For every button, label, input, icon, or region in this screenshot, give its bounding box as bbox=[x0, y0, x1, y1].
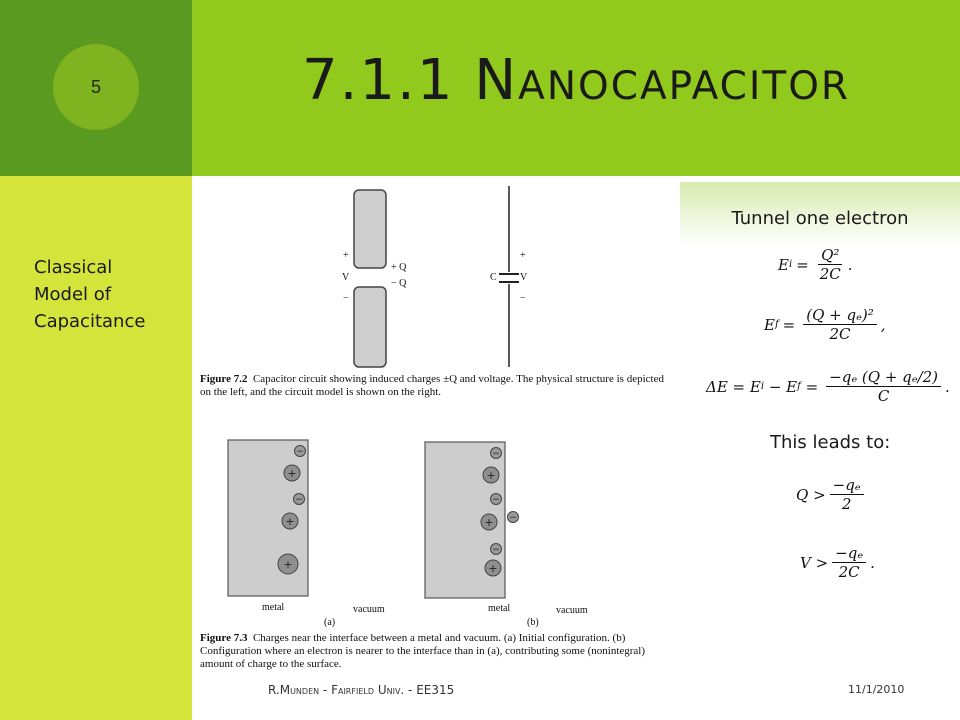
equation-final-energy bbox=[764, 306, 886, 343]
eq-v-num: −qₑ bbox=[832, 544, 866, 563]
eq-de-eq: = bbox=[800, 377, 819, 396]
label-plus-left: + bbox=[343, 250, 349, 261]
capacitor-top-plate bbox=[354, 190, 386, 268]
eq-ef-num: (Q + qₑ)² bbox=[803, 306, 877, 325]
figure-7-3-caption bbox=[200, 632, 668, 671]
svg-text:+: + bbox=[285, 515, 295, 528]
eq-de-lhs: ΔE = E bbox=[706, 377, 761, 396]
label-metal-a: metal bbox=[262, 602, 285, 613]
eq-ei-end: . bbox=[847, 255, 853, 274]
slide-title-prefix: 7.1.1 N bbox=[301, 48, 519, 113]
figure-7-2 bbox=[200, 182, 674, 408]
svg-text:+: + bbox=[287, 467, 297, 480]
svg-text:+: + bbox=[484, 516, 494, 529]
eq-ef-eq: = bbox=[782, 315, 796, 334]
figure-7-2-caption-label: Figure 7.2 bbox=[200, 373, 248, 385]
equation-charge-condition bbox=[796, 476, 868, 513]
eq-de-num: −qₑ (Q + qₑ/2) bbox=[826, 368, 941, 387]
capacitor-bottom-plate bbox=[354, 287, 386, 367]
svg-text:+: + bbox=[488, 562, 498, 575]
eq-ei-eq: = bbox=[796, 255, 809, 274]
label-c: C bbox=[490, 272, 497, 283]
label-v-left: V bbox=[342, 272, 350, 283]
slide-number: 5 bbox=[90, 76, 101, 97]
svg-text:−: − bbox=[492, 545, 500, 555]
eq-ei-den: 2C bbox=[819, 265, 841, 283]
sidebar-text: Classical Model of Capacitance bbox=[34, 257, 146, 332]
svg-text:+: + bbox=[283, 558, 293, 571]
slide-title bbox=[192, 48, 960, 113]
label-vacuum-a: vacuum bbox=[353, 604, 385, 615]
label-vacuum-b: vacuum bbox=[556, 605, 588, 616]
label-sub-a: (a) bbox=[324, 617, 336, 628]
label-v-right: V bbox=[520, 272, 528, 283]
figure-7-3-caption-text: Charges near the interface between a metal and vacuum. (a) Initial configuration. (b) Configuration where an electron is nearer to the interface than in (a), contributing some (nonintegral) amount of charge to the surface. bbox=[200, 632, 646, 670]
eq-de-end: . bbox=[945, 377, 950, 396]
eq-de-sup2: f bbox=[797, 381, 801, 392]
figure-7-2-caption bbox=[200, 373, 668, 399]
eq-q-lhs: Q > bbox=[796, 485, 826, 504]
label-minus-q: − Q bbox=[391, 278, 407, 289]
eq-q-den: 2 bbox=[841, 495, 852, 513]
leads-heading: This leads to: bbox=[770, 432, 891, 453]
eq-v-end: . bbox=[870, 553, 875, 572]
svg-text:−: − bbox=[492, 495, 500, 505]
svg-text:−: − bbox=[492, 449, 500, 459]
label-minus-right: − bbox=[520, 293, 526, 304]
svg-text:+: + bbox=[486, 469, 496, 482]
svg-text:−: − bbox=[509, 513, 517, 523]
slide-number-badge bbox=[53, 44, 139, 130]
eq-ef-lhs: E bbox=[764, 315, 775, 334]
tunnel-heading: Tunnel one electron bbox=[731, 208, 909, 229]
eq-ef-end: , bbox=[880, 315, 886, 334]
svg-text:−: − bbox=[295, 495, 303, 505]
eq-q-num: −qₑ bbox=[830, 476, 864, 495]
eq-de-den: C bbox=[877, 387, 890, 405]
eq-de-sup1: i bbox=[760, 381, 765, 392]
eq-ei-sup: i bbox=[788, 259, 793, 270]
eq-de-mid: − E bbox=[764, 377, 798, 396]
equation-voltage-condition bbox=[800, 544, 875, 581]
label-plus-q: + Q bbox=[391, 262, 407, 273]
equation-energy-difference bbox=[706, 368, 950, 405]
label-plus-right: + bbox=[520, 250, 526, 261]
label-sub-b: (b) bbox=[527, 617, 539, 628]
label-metal-b: metal bbox=[488, 603, 511, 614]
equation-initial-energy bbox=[778, 246, 853, 283]
footer-author: R.Munden - Fairfield Univ. - EE315 bbox=[268, 683, 455, 697]
figure-7-2-caption-text: Capacitor circuit showing induced charges ±Q and voltage. The physical structure is depicted on the left, and the circuit model is shown on the right. bbox=[200, 373, 664, 398]
eq-ef-den: 2C bbox=[829, 325, 851, 343]
svg-text:−: − bbox=[296, 447, 304, 457]
figure-7-3 bbox=[200, 432, 674, 670]
figure-7-3-caption-label: Figure 7.3 bbox=[200, 632, 248, 644]
eq-ei-num: Q² bbox=[818, 246, 842, 265]
eq-ei-lhs: E bbox=[778, 255, 789, 274]
eq-v-lhs: V > bbox=[800, 553, 829, 572]
eq-ef-sup: f bbox=[774, 319, 779, 330]
slide-title-rest: anocapacitor bbox=[518, 48, 851, 113]
footer-date: 11/1/2010 bbox=[848, 683, 905, 696]
metal-vacuum-diagram bbox=[200, 432, 674, 607]
label-minus-left: − bbox=[343, 293, 349, 304]
eq-v-den: 2C bbox=[838, 563, 860, 581]
